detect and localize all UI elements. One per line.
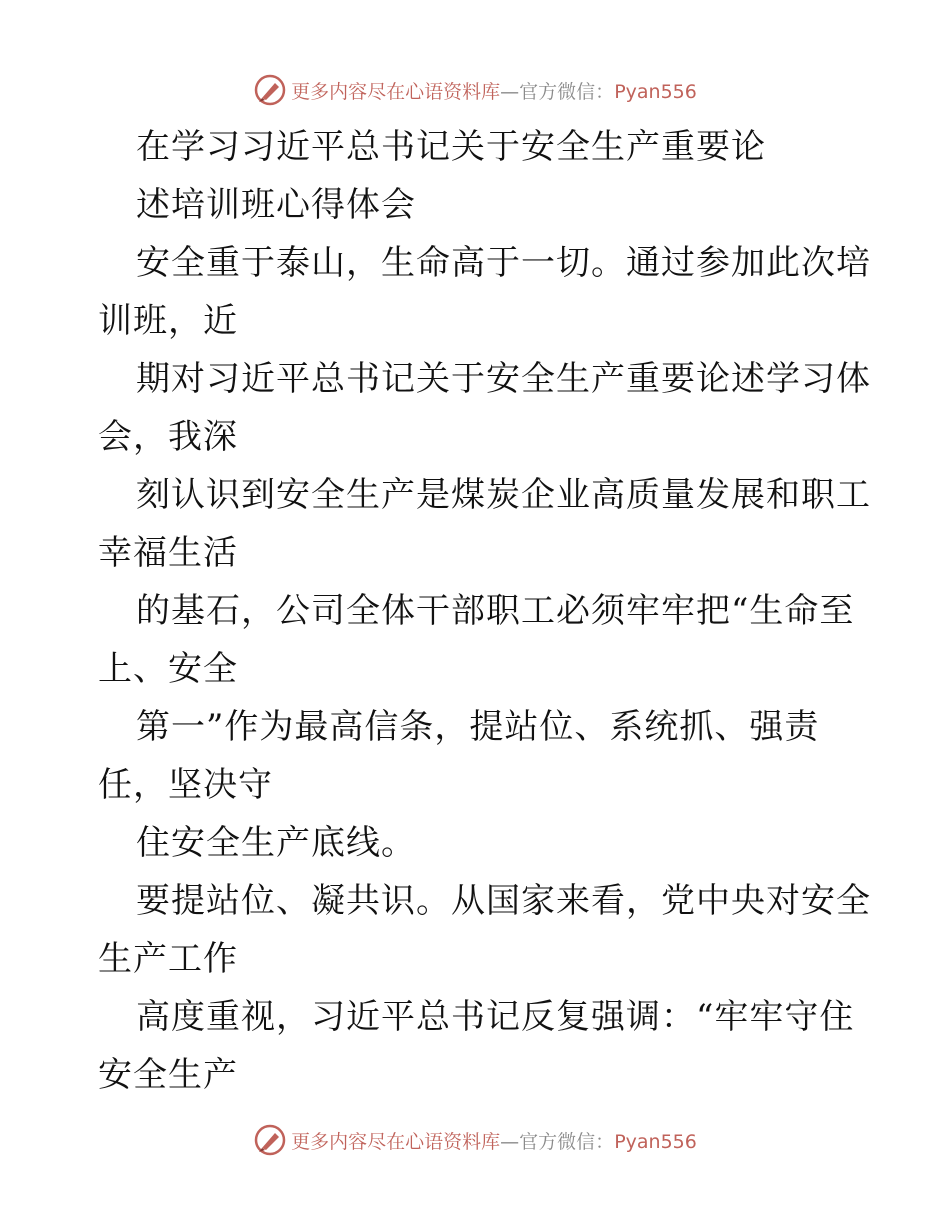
header-watermark-banner [0, 70, 950, 110]
banner-text [291, 77, 697, 104]
text-line: 生产工作 [98, 939, 238, 979]
pen-nib-logo-icon [253, 73, 287, 107]
banner-text [291, 1127, 697, 1154]
text-line: 期对习近平总书记关于安全生产重要论述学习体 [136, 359, 871, 399]
text-line: 幸福生活 [98, 533, 238, 573]
footer-watermark-banner [0, 1120, 950, 1160]
banner-dash: — [500, 80, 520, 103]
banner-main-text: 更多内容尽在心语资料库 [291, 80, 501, 103]
banner-sub-text: 官方微信： [519, 80, 615, 103]
text-line: 安全重于泰山，生命高于一切。通过参加此次培 [136, 243, 871, 283]
text-line: 任，坚决守 [98, 765, 273, 805]
text-line: 要提站位、凝共识。从国家来看，党中央对安全 [136, 881, 871, 921]
text-line: 第一”作为最高信条，提站位、系统抓、强责 [136, 707, 820, 747]
banner-sub-text: 官方微信： [519, 1130, 615, 1153]
text-line: 上、安全 [98, 649, 238, 689]
text-line: 高度重视，习近平总书记反复强调：“牢牢守住 [136, 997, 855, 1037]
banner-main-text: 更多内容尽在心语资料库 [291, 1130, 501, 1153]
text-line: 住安全生产底线。 [136, 823, 416, 863]
text-line: 的基石，公司全体干部职工必须牢牢把“生命至 [136, 591, 855, 631]
pen-nib-logo-icon [253, 1123, 287, 1157]
text-line: 刻认识到安全生产是煤炭企业高质量发展和职工 [136, 475, 871, 515]
banner-dash: — [500, 1130, 520, 1153]
text-line: 述培训班心得体会 [136, 185, 416, 225]
banner-wechat-id: Pyan556 [614, 80, 697, 103]
document-body [98, 118, 871, 1104]
text-line: 在学习习近平总书记关于安全生产重要论 [136, 127, 766, 167]
text-line: 安全生产 [98, 1055, 238, 1095]
banner-wechat-id: Pyan556 [614, 1130, 697, 1153]
text-line: 会，我深 [98, 417, 238, 457]
text-line: 训班，近 [98, 301, 238, 341]
